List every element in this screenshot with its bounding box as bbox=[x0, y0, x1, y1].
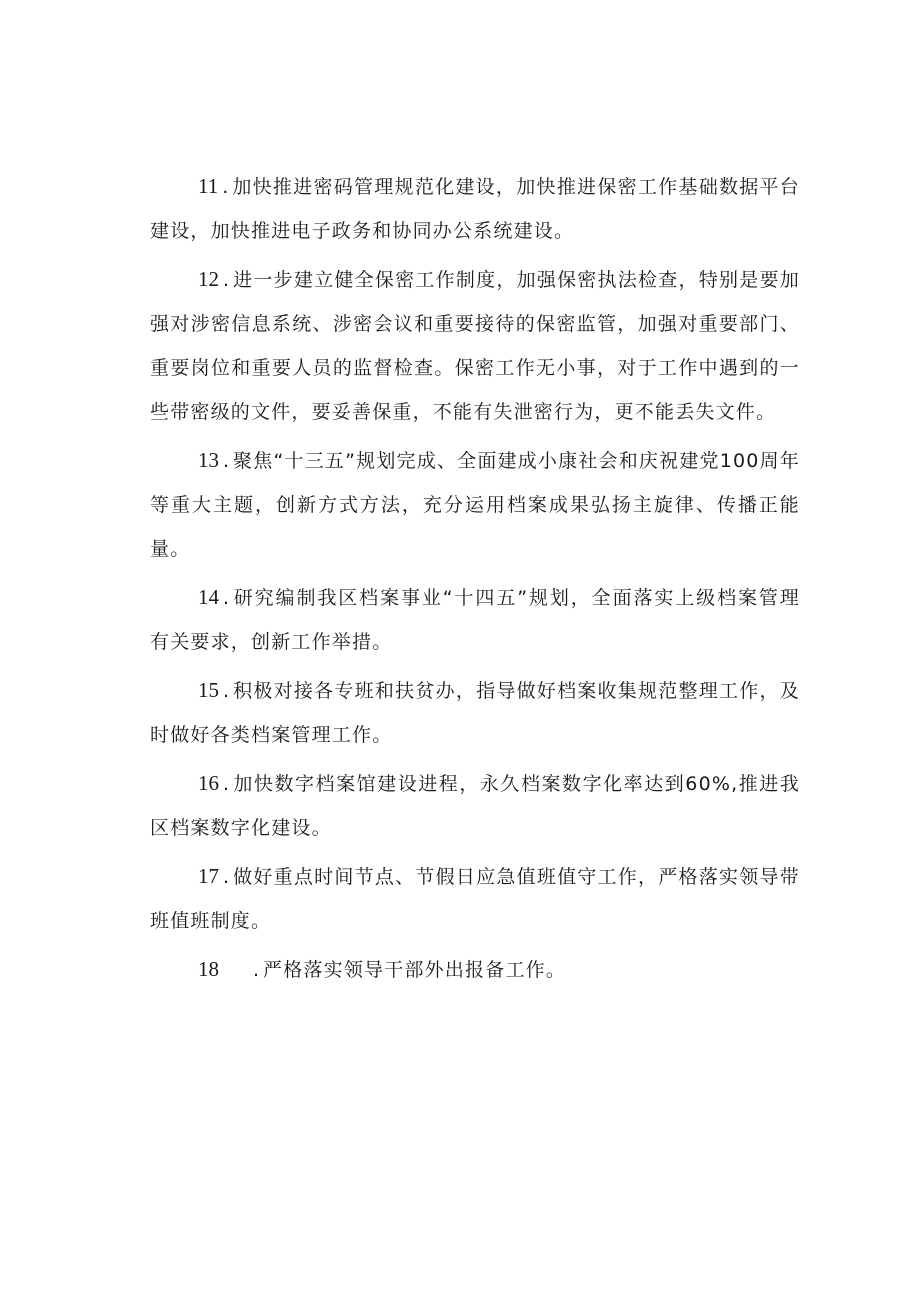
item-text: 加快推进密码管理规范化建设，加快推进保密工作基础数据平台建设，加快推进电子政务和协同办公系统建设。 bbox=[150, 176, 800, 242]
item-text: 聚焦“十三五”规划完成、全面建成小康社会和庆祝建党100周年等重大主题，创新方式方法，充分运用档案成果弘扬主旋律、传播正能量。 bbox=[150, 450, 800, 560]
item-number: 16 bbox=[198, 771, 219, 795]
list-item bbox=[150, 164, 800, 253]
item-separator: . bbox=[223, 450, 230, 472]
list-item bbox=[150, 575, 800, 664]
item-number: 11 bbox=[198, 174, 219, 198]
item-text: 进一步建立健全保密工作制度，加强保密执法检查，特别是要加强对涉密信息系统、涉密会议和重要接待的保密监管，加强对重要部门、重要岗位和重要人员的监督检查。保密工作无小事，对于工作中遇到的一些带密级的文件，要妥善保重，不能有失泄密行为，更不能丢失文件。 bbox=[150, 269, 800, 423]
item-separator: . bbox=[223, 866, 230, 888]
item-text: 积极对接各专班和扶贫办，指导做好档案收集规范整理工作，及时做好各类档案管理工作。 bbox=[150, 680, 800, 746]
list-item bbox=[150, 438, 800, 571]
item-separator: . bbox=[253, 959, 260, 981]
item-number: 14 bbox=[198, 585, 219, 609]
item-text: 研究编制我区档案事业“十四五”规划，全面落实上级档案管理有关要求，创新工作举措。 bbox=[150, 587, 800, 653]
item-number: 13 bbox=[198, 448, 219, 472]
list-item bbox=[150, 668, 800, 757]
list-item bbox=[150, 761, 800, 850]
item-separator: . bbox=[223, 773, 230, 795]
item-text: 加快数字档案馆建设进程，永久档案数字化率达到60%,推进我区档案数字化建设。 bbox=[150, 773, 800, 839]
document-body bbox=[150, 164, 800, 996]
item-text: 严格落实领导干部外出报备工作。 bbox=[263, 959, 567, 981]
item-separator: . bbox=[223, 269, 230, 291]
item-text: 做好重点时间节点、节假日应急值班值守工作，严格落实领导带班值班制度。 bbox=[150, 866, 800, 932]
list-item bbox=[150, 257, 800, 434]
item-number: 18 bbox=[198, 957, 219, 981]
item-separator: . bbox=[222, 176, 229, 198]
list-item bbox=[150, 854, 800, 943]
item-number: 17 bbox=[198, 864, 219, 888]
item-separator: . bbox=[223, 587, 230, 609]
item-number: 12 bbox=[198, 267, 219, 291]
item-separator: . bbox=[223, 680, 230, 702]
list-item bbox=[150, 947, 800, 992]
item-number: 15 bbox=[198, 678, 219, 702]
